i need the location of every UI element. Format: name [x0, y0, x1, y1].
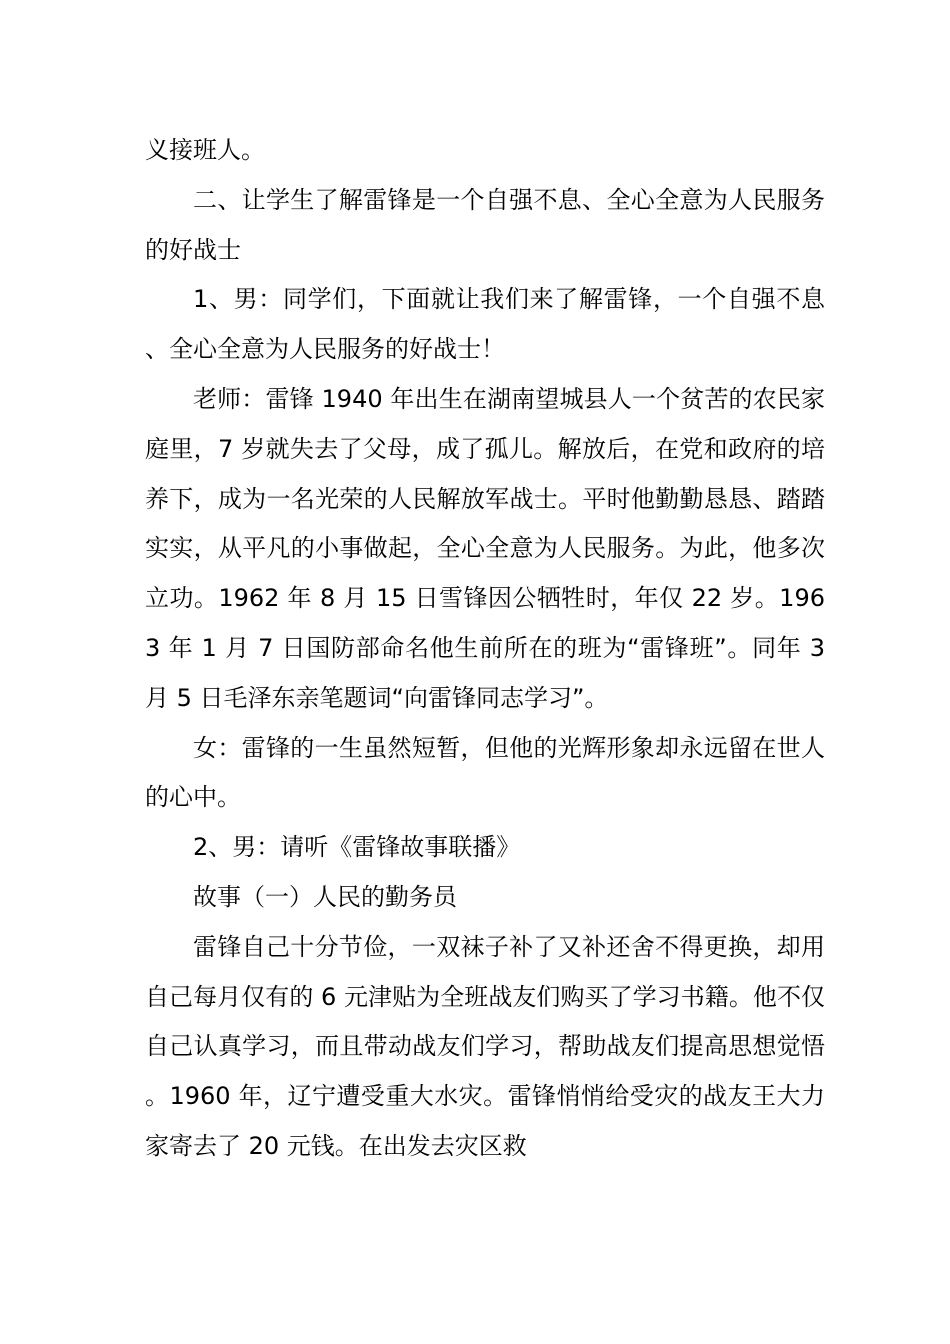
paragraph-7-story-title: 故事（一）人民的勤务员 [193, 882, 457, 911]
paragraph-6: 2、男：请听《雷锋故事联播》 [193, 833, 521, 862]
paragraph-5: 女：雷锋的一生虽然短暂，但他的光辉形象却永远留在世人的心中。 [145, 733, 825, 812]
paragraph-4: 老师：雷锋 1940 年出生在湖南望城县人一个贫苦的农民家庭里，7 岁就失去了父母，成了孤儿。解放后，在党和政府的培养下，成为一名光荣的人民解放军战士。平时他勤勤恳恳、踏踏实实，从平凡的小事做起，全心全意为人民服务。为此，他多次立功。1962 年 8 月 15 日雪锋因公牺牲时，年仅 22 岁。1963 年 1 月 7 日国防部命名他生前所在的班为“雷锋班”。同年 3 月 5 日毛泽东亲笔题词“向雷锋同志学习”。 [145, 384, 825, 712]
paragraph-1: 义接班人。 [145, 136, 265, 164]
paragraph-2-heading: 二、让学生了解雷锋是一个自强不息、全心全意为人民服务的好战士 [145, 185, 825, 264]
paragraph-8: 雷锋自己十分节俭，一双袜子补了又补还舍不得更换，却用自己每月仅有的 6 元津贴为全班战友们购买了学习书籍。他不仅自己认真学习，而且带动战友们学习，帮助战友们提高思想觉悟。1960 年，辽宁遭受重大水灾。雷锋悄悄给受灾的战友王大力家寄去了 20 元钱。在出发去灾区救 [145, 932, 825, 1160]
document-body [145, 126, 825, 1172]
paragraph-3: 1、男：同学们，下面就让我们来了解雷锋，一个自强不息、全心全意为人民服务的好战士！ [145, 285, 825, 364]
